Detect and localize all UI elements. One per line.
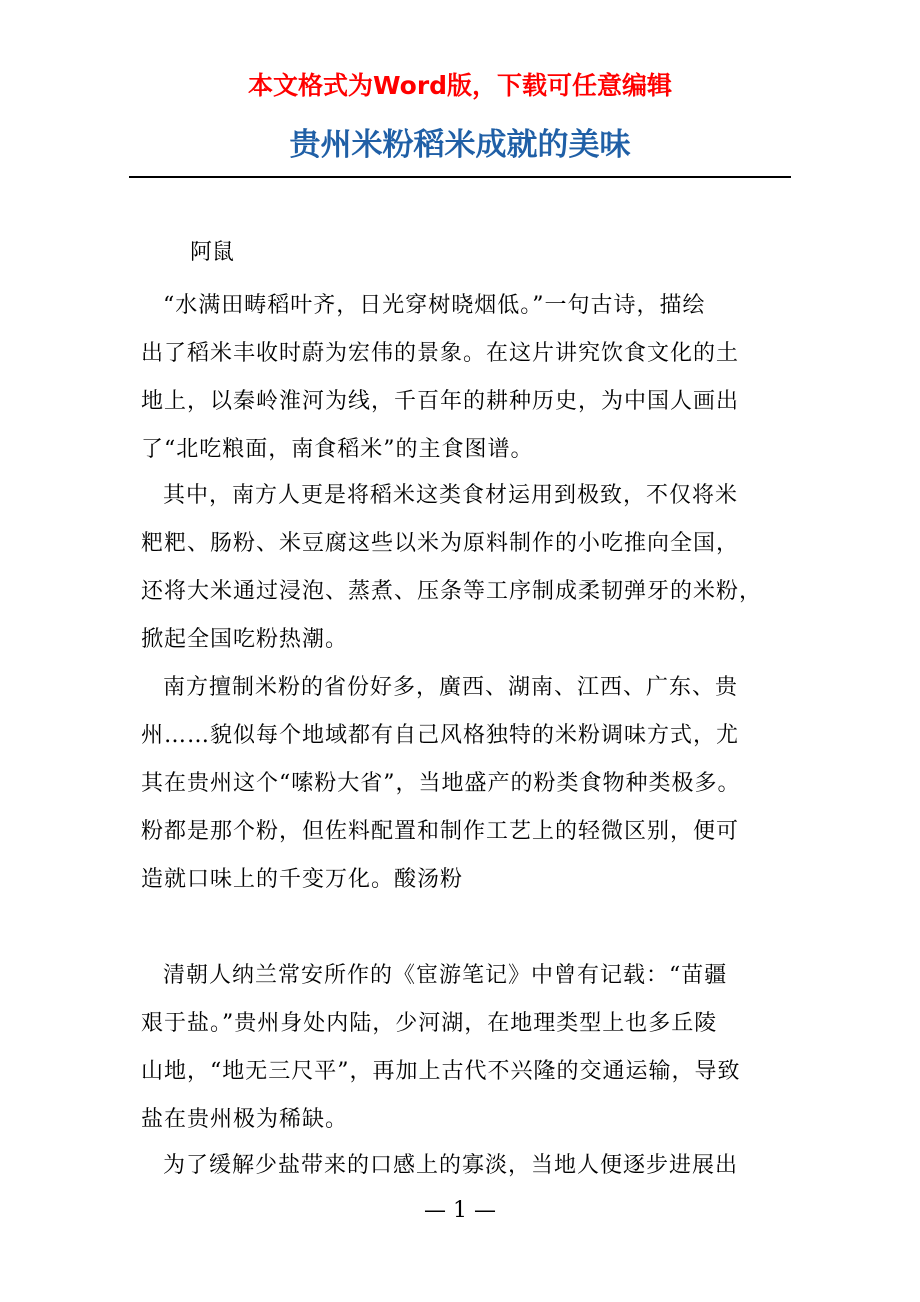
text-line: 造就口味上的千变万化。酸汤粉 xyxy=(141,867,464,892)
text-line: 粉都是那个粉，但佐料配置和制作工艺上的轻微区别，便可 xyxy=(141,819,740,844)
format-banner: 本文格式为Word版，下载可任意编辑 xyxy=(247,71,673,100)
text-line: 粑粑、肠粉、米豆腐这些以米为原料制作的小吃推向全国， xyxy=(141,531,740,556)
text-line: 盐在贵州极为稀缺。 xyxy=(141,1107,349,1132)
title-divider xyxy=(129,176,791,178)
text-line: 艰于盐。”贵州身处内陆，少河湖，在地理类型上也多丘陵 xyxy=(141,1011,718,1036)
paragraph-1 xyxy=(141,282,801,474)
text-line: 州……貌似每个地域都有自己风格独特的米粉调味方式，尤 xyxy=(141,723,740,748)
text-line: 出了稻米丰收时蔚为宏伟的景象。在这片讲究饮食文化的土 xyxy=(141,341,740,366)
paragraph-5 xyxy=(141,1142,801,1190)
paragraph-4 xyxy=(141,952,801,1144)
text-line: 清朝人纳兰常安所作的《宦游笔记》中曾有记载：“苗疆 xyxy=(163,963,728,988)
text-line: 地上，以秦岭淮河为线，千百年的耕种历史，为中国人画出 xyxy=(141,389,740,414)
text-line: 其中，南方人更是将稻米这类食材运用到极致，不仅将米 xyxy=(163,483,739,508)
text-line: 掀起全国吃粉热潮。 xyxy=(141,627,349,652)
text-line: 为了缓解少盐带来的口感上的寡淡，当地人便逐步进展出 xyxy=(163,1153,739,1178)
text-line: 了“北吃粮面，南食稻米”的主食图谱。 xyxy=(141,437,534,462)
page-number: — 1 — xyxy=(424,1198,496,1223)
paragraph-2 xyxy=(141,472,801,664)
paragraph-3 xyxy=(141,664,801,904)
article-title: 贵州米粉稻米成就的美味 xyxy=(289,127,631,163)
text-line: 山地，“地无三尺平”，再加上古代不兴隆的交通运输，导致 xyxy=(141,1059,741,1084)
author-name: 阿鼠 xyxy=(190,240,235,265)
text-line: 还将大米通过浸泡、蒸煮、压条等工序制成柔韧弹牙的米粉， xyxy=(141,579,763,604)
text-line: 南方擅制米粉的省份好多，廣西、湖南、江西、广东、贵 xyxy=(163,675,739,700)
text-line: 其在贵州这个“嗦粉大省”，当地盛产的粉类食物种类极多。 xyxy=(141,771,741,796)
text-line: “水满田畴稻叶齐，日光穿树晓烟低。”一句古诗，描绘 xyxy=(163,293,706,318)
